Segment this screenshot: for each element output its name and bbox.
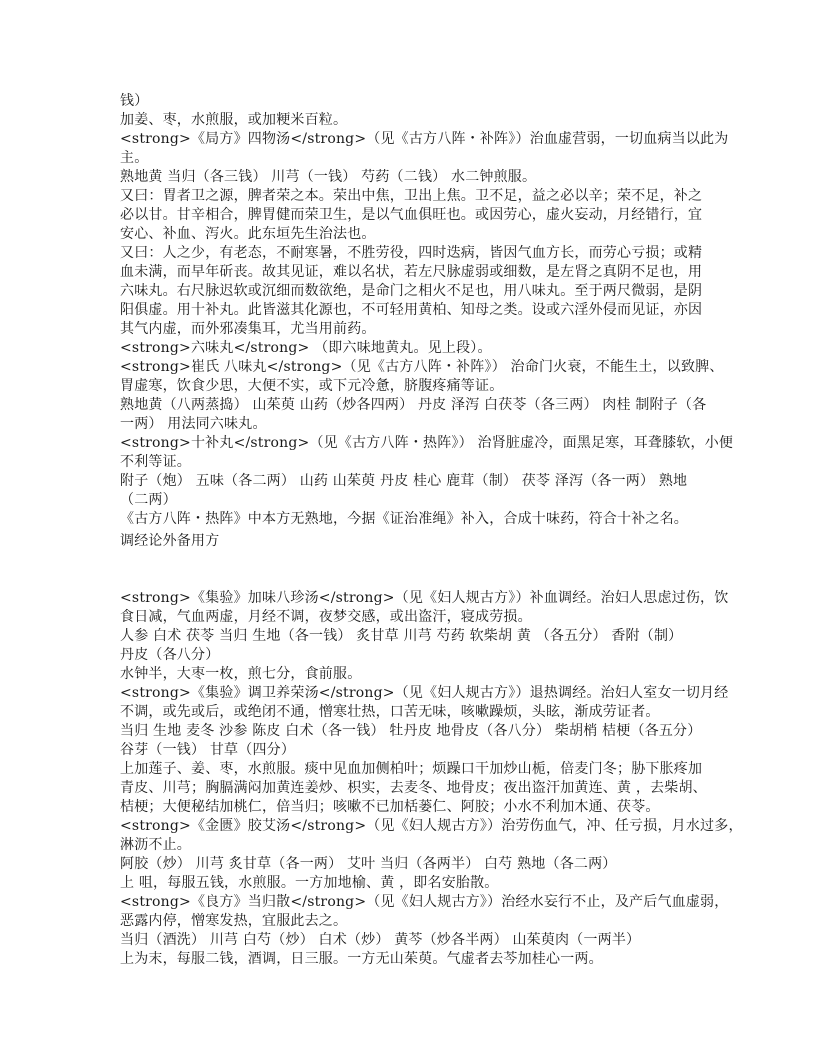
text-line: 必以甘。甘辛相合，脾胃健而荣卫生，是以气血俱旺也。或因劳心，虚火妄动，月经错行，宜: [120, 207, 703, 223]
text-line: <strong>《集验》调卫养荣汤</strong>（见《妇人规古方》）退热调经。治妇人室女一切月经: [120, 685, 729, 701]
text-line: 当归（酒洗） 川芎 白芍（炒） 白术（炒） 黄芩（炒各半两） 山茱萸肉（一两半）: [120, 932, 641, 948]
text-line: 青皮、川芎；胸膈满闷加黄连姜炒、枳实，去麦冬、地骨皮；夜出盗汗加黄连、黄 ，去柴胡、: [120, 780, 707, 796]
text-line: 熟地黄（八两蒸捣） 山茱萸 山药（炒各四两） 丹皮 泽泻 白茯苓（各三两） 肉桂 制附子（各: [120, 397, 707, 413]
text-line: 谷芽（一钱） 甘草（四分）: [120, 742, 296, 758]
text-line: 《古方八阵・热阵》中本方无熟地，今据《证治准绳》补入，合成十味药，符合十补之名。: [120, 511, 688, 527]
text-line: 又曰：胃者卫之源，脾者荣之本。荣出中焦，卫出上焦。卫不足，益之必以辛；荣不足，补之: [120, 188, 703, 204]
text-line: 淋沥不止。: [120, 837, 191, 853]
text-block-bottom: [120, 589, 743, 969]
text-line: 胃虚寒，饮食少思，大便不实，或下元冷惫，脐腹疼痛等证。: [120, 378, 504, 394]
text-line: 又曰：人之少，有老态，不耐寒暑，不胜劳役，四时迭病，皆因气血方长，而劳心亏损；或精: [120, 245, 703, 261]
section-heading-block: [120, 532, 720, 551]
text-line: <strong>六味丸</strong> （即六味地黄丸。见上段）。: [120, 340, 492, 356]
text-line: <strong>《局方》四物汤</strong>（见《古方八阵・补阵》）治血虚营弱，一切血病当以此为: [120, 131, 729, 147]
text-line: 上 咀，每服五钱，水煎服。一方加地榆、黄 ，即名安胎散。: [120, 875, 499, 891]
text-line: 安心、补血、泻火。此东垣先生治法也。: [120, 226, 376, 242]
text-line: 一两） 用法同六味丸。: [120, 416, 267, 432]
text-line: （二两）: [120, 492, 177, 508]
text-line: 血未满，而早年斫丧。故其见证，难以名状，若左尺脉虚弱或细数，是左肾之真阴不足也，用: [120, 264, 703, 280]
text-line: 人参 白术 茯苓 当归 生地（各一钱） 炙甘草 川芎 芍药 软柴胡 黄 （各五分） 香附（制）: [120, 628, 683, 644]
text-line: 当归 生地 麦冬 沙参 陈皮 白术（各一钱） 牡丹皮 地骨皮（各八分） 柴胡梢 桔梗（各五分）: [120, 723, 702, 739]
text-line: 熟地黄 当归（各三钱） 川芎（一钱） 芍药（二钱） 水二钟煎服。: [120, 169, 537, 185]
text-line: <strong>十补丸</strong>（见《古方八阵・热阵》） 治肾脏虚冷，面黑足寒，耳聋膝软，小便: [120, 435, 734, 451]
text-line: 食日减，气血两虚，月经不调，夜梦交感，或出盗汗，寝成劳损。: [120, 609, 532, 625]
text-line: <strong>《良方》当归散</strong>（见《妇人规古方》）治经水妄行不止，及产后气血虚弱，: [120, 894, 729, 910]
text-line: <strong>《金匮》胶艾汤</strong>（见《妇人规古方》）治劳伤血气，冲、任亏损，月水过多，: [120, 818, 743, 834]
text-line: 水钟半，大枣一枚，煎七分，食前服。: [120, 666, 362, 682]
text-line: 阳俱虚。用十补丸。此皆滋其化源也，不可轻用黄柏、知母之类。设或六淫外侵而见证，亦因: [120, 302, 703, 318]
text-line: 不调，或先或后，或绝闭不通，憎寒壮热，口苦无味，咳嗽躁烦，头眩，渐成劳证者。: [120, 704, 660, 720]
text-line: 阿胶（炒） 川芎 炙甘草（各一两） 艾叶 当归（各两半） 白芍 熟地（各二两）: [120, 856, 617, 872]
text-line: <strong>崔氏 八味丸</strong>（见《古方八阵・补阵》） 治命门火衰，不能生土，以致脾、: [120, 359, 724, 375]
text-line: 上加莲子、姜、枣，水煎服。痰中见血加侧柏叶；烦躁口干加炒山栀，倍麦门冬；胁下胀疼加: [120, 761, 703, 777]
text-line: 钱）: [120, 93, 149, 109]
text-line: <strong>《集验》加味八珍汤</strong>（见《妇人规古方》）补血调经。治妇人思虑过伤，饮: [120, 590, 729, 606]
text-line: 加姜、枣，水煎服，或加粳米百粒。: [120, 112, 348, 128]
text-line: 其气内虚，而外邪凑集耳，尤当用前药。: [120, 321, 376, 337]
text-line: 桔梗；大便秘结加桃仁，倍当归；咳嗽不已加栝蒌仁、阿胶；小水不利加木通、茯苓。: [120, 799, 660, 815]
text-line: 恶露内停，憎寒发热，宜服此去之。: [120, 913, 348, 929]
text-line: 主。: [120, 150, 149, 166]
text-line: 附子（炮） 五味（各二两） 山药 山茱萸 丹皮 桂心 鹿茸（制） 茯苓 泽泻（各一两） 熟地: [120, 473, 688, 489]
text-line: 不利等证。: [120, 454, 191, 470]
text-block-top: [120, 92, 734, 529]
text-line: 六味丸。右尺脉迟软或沉细而数欲绝，是命门之相火不足也，用八味丸。至于两尺微弱，是阴: [120, 283, 703, 299]
text-line: 丹皮（各八分）: [120, 647, 220, 663]
section-heading: 调经论外备用方: [120, 533, 220, 549]
text-line: 上为末，每服二钱，酒调，日三服。一方无山茱萸。气虚者去芩加桂心一两。: [120, 951, 603, 967]
